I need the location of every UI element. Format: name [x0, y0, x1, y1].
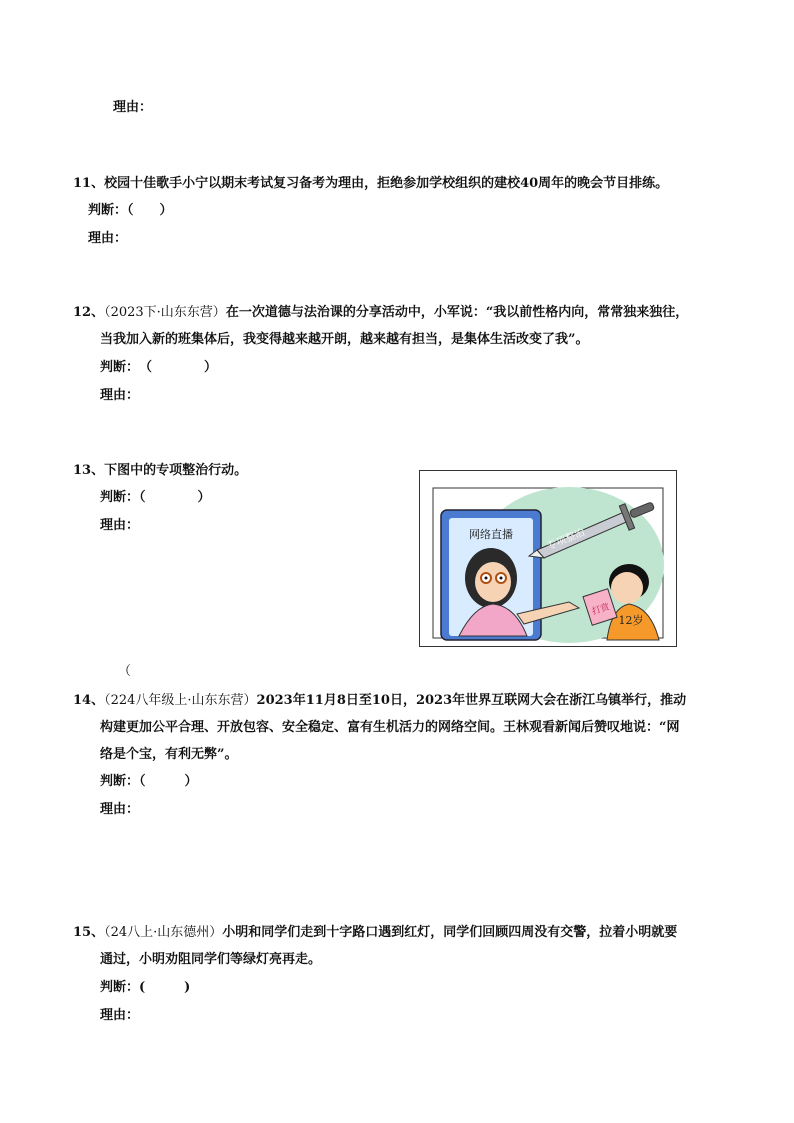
question-text-line1: 在一次道德与法治课的分享活动中，小军说：“我以前性格内向，常常独来独往， [225, 305, 689, 320]
tip-card-label: 打赏 [590, 602, 612, 618]
reason-label-12: 理由： [100, 388, 140, 403]
cartoon-image [419, 470, 677, 647]
judge-label-11: 判断：（ ） [88, 203, 173, 218]
screen-label: 网络直播 [469, 528, 513, 541]
reason-label-10: 理由： [113, 100, 153, 115]
judge-label-14: 判断：（ ） [100, 774, 198, 789]
question-number: 12、 [73, 305, 105, 320]
question-source: （24八上·山东德州） [104, 925, 223, 940]
question-14-line2: 构建更加公平合理、开放包容、安全稳定、富有生机活力的网络空间。王林观看新闻后赞叹地说：“网 [100, 720, 680, 735]
reason-label-14: 理由： [100, 802, 140, 817]
question-12-line2: 当我加入新的班集体后，我变得越来越开朗，越来越有担当，是集体生活改变了我”。 [100, 332, 589, 347]
question-number: 13、 [73, 463, 105, 478]
question-text: 下图中的专项整治行动。 [104, 463, 248, 478]
question-12 [73, 301, 713, 320]
question-number: 14、 [73, 693, 105, 708]
age-label: 12岁 [618, 614, 644, 627]
reason-label-15: 理由： [100, 1008, 140, 1023]
question-14 [73, 689, 713, 708]
cartoon-illustration [419, 470, 677, 647]
question-source: （2023下·山东东营） [104, 305, 226, 320]
reason-label-13: 理由： [100, 518, 140, 533]
reason-label-11: 理由： [88, 231, 128, 246]
sword-label: 专项整治 [545, 527, 587, 553]
question-11 [73, 172, 713, 191]
question-number: 15、 [73, 925, 105, 940]
stray-bracket: （ [118, 664, 132, 679]
question-15 [73, 921, 713, 940]
question-text-line1: 2023年11月8日至10日，2023年世界互联网大会在浙江乌镇举行，推动 [256, 693, 687, 708]
question-source: （224八年级上·山东东营） [104, 693, 257, 708]
judge-label-12: 判断： （ ） [100, 360, 218, 375]
question-text: 校园十佳歌手小宁以期末考试复习备考为理由，拒绝参加学校组织的建校40周年的晚会节目排练。 [104, 176, 669, 191]
question-15-line2: 通过，小明劝阻同学们等绿灯亮再走。 [100, 952, 322, 967]
judge-label-13: 判断：（ ） [100, 490, 211, 505]
question-14-line3: 络是个宝，有利无弊”。 [100, 747, 238, 762]
question-text-line1: 小明和同学们走到十字路口遇到红灯，同学们回顾四周没有交警，拉着小明就要 [222, 925, 678, 940]
question-number: 11、 [73, 176, 105, 191]
judge-label-15: 判断：( ) [100, 980, 191, 995]
